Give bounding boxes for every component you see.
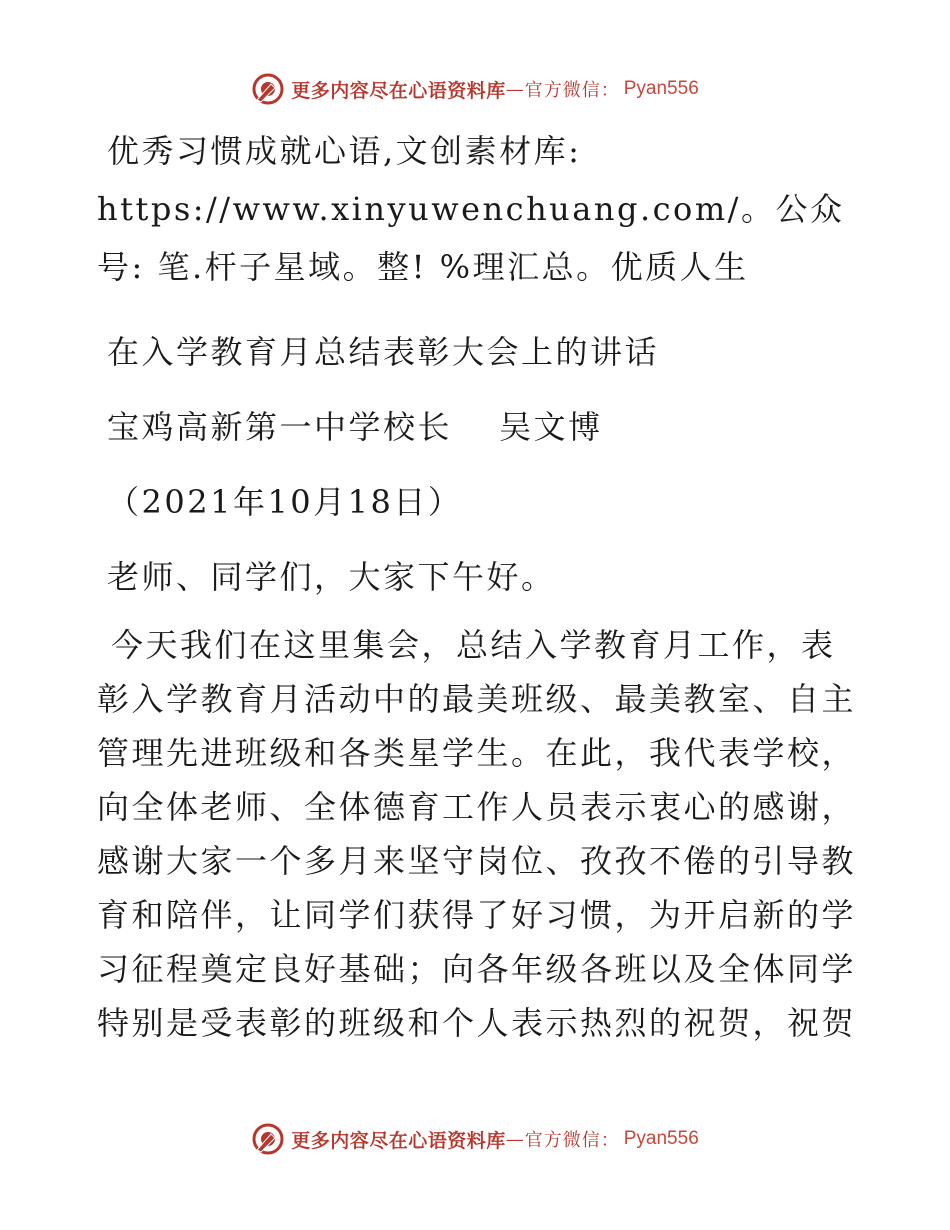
watermark-text: 更多内容尽在心语资料库 [291,79,506,102]
watermark-text: 更多内容尽在心语资料库 [291,1129,506,1152]
watermark-wechat-id: Pyan556 [623,78,699,99]
speech-author: 宝鸡高新第一中学校长 吴文博 [107,408,603,446]
document-body [97,122,857,1050]
speech-title: 在入学教育月总结表彰大会上的讲话 [107,333,660,371]
intro-text: 优秀习惯成就心语,文创素材库: https://www.xinyuwenchuang.com/。公众号: 笔.杆子星域。整! %理汇总。优质人生 [97,132,845,286]
watermark-wechat-id: Pyan556 [623,1128,699,1149]
header-watermark [0,72,950,106]
footer-watermark [0,1122,950,1156]
pen-logo-icon [251,1122,285,1156]
watermark-dash: — [505,78,525,100]
watermark-dash: — [505,1128,525,1150]
speech-date: （2021年10月18日） [107,483,463,521]
pen-logo-icon [251,72,285,106]
paragraph: 今天我们在这里集会，总结入学教育月工作，表彰入学教育月活动中的最美班级、最美教室、自主管理先进班级和各类星学生。在此，我代表学校，向全体老师、全体德育工作人员表示衷心的感谢，感谢大家一个多月来坚守岗位、孜孜不倦的引导教育和陪伴，让同学们获得了好习惯，为开启新的学习征程奠定良好基础；向各年级各班以及全体同学特别是受表彰的班级和个人表示热烈的祝贺，祝贺 [97,626,857,1042]
greeting: 老师、同学们，大家下午好。 [107,558,556,596]
watermark-wechat-label: 官方微信： [524,80,620,101]
watermark-wechat-label: 官方微信： [524,1130,620,1151]
